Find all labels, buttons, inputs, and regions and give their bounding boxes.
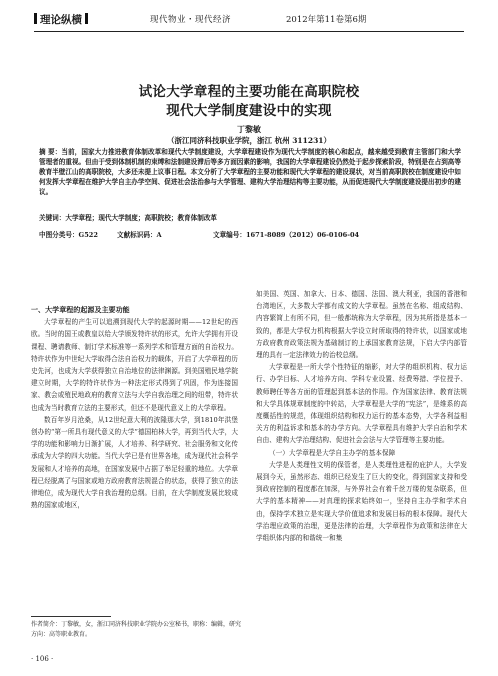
abstract: 摘 要：当前，国家大力推进教育体制改革和现代大学制度建设，大学章程建设作为现代大学制度的核心和起点，越来越受到教育主管部门和大学管理者的重视。但由于受到体制机制的束缚和法制建设滞后等多方面因素的影响，我国的大学章程建设仍然处于起步探索阶段，特别是在占到高等教育半壁江山的高职院校，大多还未提上议事日程。本文分析了大学章程的主要功能和现代大学章程的建设现状，对当前高职院校在制度建设中如何发挥大学章程在维护大学自主办学空间、促进社会法治参与大学管理、建构大学治理结构等主要功能，从而促进现代大学制度建设提出初步的建议。 bbox=[39, 148, 461, 196]
page-number: · 106 · bbox=[31, 655, 54, 663]
paragraph: 大学章程的产生可以追溯到现代大学的起源时期——12世纪的西欧。当时的国王或教皇以给大学颁发特许状的形式，允许大学拥有开设课程、聘请教师、制订学术标准等一系列学术和管理方面的自治权力。特许状作为中世纪大学取得合法自治权力的载体，开启了大学章程的历史先河，也成为大学获得独立自治地位的法律渊源。到美国殖民地学院建立时期，大学的特许状作为一种法定形式得到了巩固，作为连接国家、教会或殖民地政府的教育立法与大学自我治理之间的纽带，特许状也成为当时教育立法的主要形式，但还不是现代意义上的大学章程。 bbox=[31, 318, 238, 412]
right-column bbox=[256, 288, 467, 544]
affiliation: （浙江同济科技职业学院，浙江 杭州 311231） bbox=[166, 136, 332, 145]
footnote-rule bbox=[31, 616, 111, 617]
left-column bbox=[31, 304, 238, 511]
paragraph: 如美国、英国、加拿大、日本、德国、法国、澳大利亚，我国的香港和台湾地区，大多数大学都有成文的大学章程。虽然在名称、组成结构、内容繁简上有所不同，但一般都统称为大学章程，因为其所指是基本一致的，都是大学权力机构根据大学设立时所取得的特许状，以国家或地方政府教育政策法规为基础制订的上承国家教育法规，下启大学内部管理的具有一定法律效力的治校总纲。 bbox=[256, 290, 467, 360]
author: 丁黎敏 bbox=[237, 124, 261, 134]
paragraph: 大学章程是一所大学个性特征的缩影，对大学的组织机构、权力运行、办学目标、人才培养方向、学科专业设置、经费筹措、学位授予、教师聘任等各方面的管理起到基本法的作用。作为国家法律、教育法规和大学具体规章制度的中转站，大学章程是大学的“宪法”，是维系的高度概括性的规范，体现组织结构和权力运行的基本态势，大学各利益相关方的利益诉求和基本的办学方向。大学章程具有维护大学自治和学术自由、建构大学治理结构、促进社会会法与大学管理等主要功能。 bbox=[256, 363, 467, 445]
tag-bar bbox=[34, 13, 37, 24]
column-tag bbox=[34, 12, 88, 27]
paragraph: 大学是人类理性文明的保管者，是人类理性进程的庇护人，大学发展到今天，虽然形态、组织已经发生了巨大的变化，得到国家支持和受到政府控制的程度都在加深，与外界社会有着千丝万缕的复杂联系，但大学的基本精神——对真理的探求始终如一，坚持自主办学和学术自由，保持学术独立是实现大学价值追求和发展目标的根本保障。现代大学治理应政策的治理，更是法律的治理，大学章程作为政策和法律在大学组织体内部的和谐统一和集 bbox=[256, 460, 467, 543]
keywords: 关键词：大学章程；现代大学制度；高职院校；教育体制改革 bbox=[39, 214, 218, 222]
classification-meta bbox=[39, 229, 461, 239]
article-number: 文章编号：1671-8089（2012）06-0106-04 bbox=[213, 231, 360, 239]
header-rule bbox=[34, 31, 464, 32]
clc-number: 中图分类号：G522 bbox=[39, 231, 98, 239]
subsection-heading: （一）大学章程是大学自主办学的基本保障 bbox=[269, 448, 396, 457]
tag-bar-right bbox=[85, 13, 88, 24]
running-header bbox=[34, 11, 464, 29]
article-title-line2: 现代大学制度建设中的实现 bbox=[166, 103, 332, 119]
paragraph: 数百年岁月沧桑，从12世纪意大利的波隆那大学，到1810年洪堡创办的“第一所具有现代意义的大学”德国柏林大学，再到当代大学，大学的功能和影响力日渐扩展，人才培养、科学研究、社会服务和文化传承成为大学的四大功能。当代大学已是有世界各地，成为现代社会科学发展和人才培养的高地，在国家发展中占据了举足轻重的地位。大学章程已经脱离了与国家或地方政府教育法规混合的状态，获得了独立的法律地位，成为现代大学自我治理的总纲。目前，在大学制度发展比较成熟的国家或地区， bbox=[31, 415, 238, 510]
column-tag-text: 理论纵横 bbox=[40, 14, 82, 26]
section-heading: 一、大学章程的起源及主要功能 bbox=[31, 306, 130, 314]
journal-name: 现代物业・现代经济 bbox=[150, 15, 232, 25]
document-code: 文献标识码：A bbox=[117, 231, 162, 239]
issue-info: 2012年第11卷第6期 bbox=[286, 15, 367, 25]
author-footnote: 作者简介：丁黎敏，女，浙江同济科技职业学院办公室秘书，职称：编辑，研究方向：高等职业教育。 bbox=[31, 621, 242, 638]
article-title-line1: 试论大学章程的主要功能在高职院校 bbox=[138, 84, 360, 100]
